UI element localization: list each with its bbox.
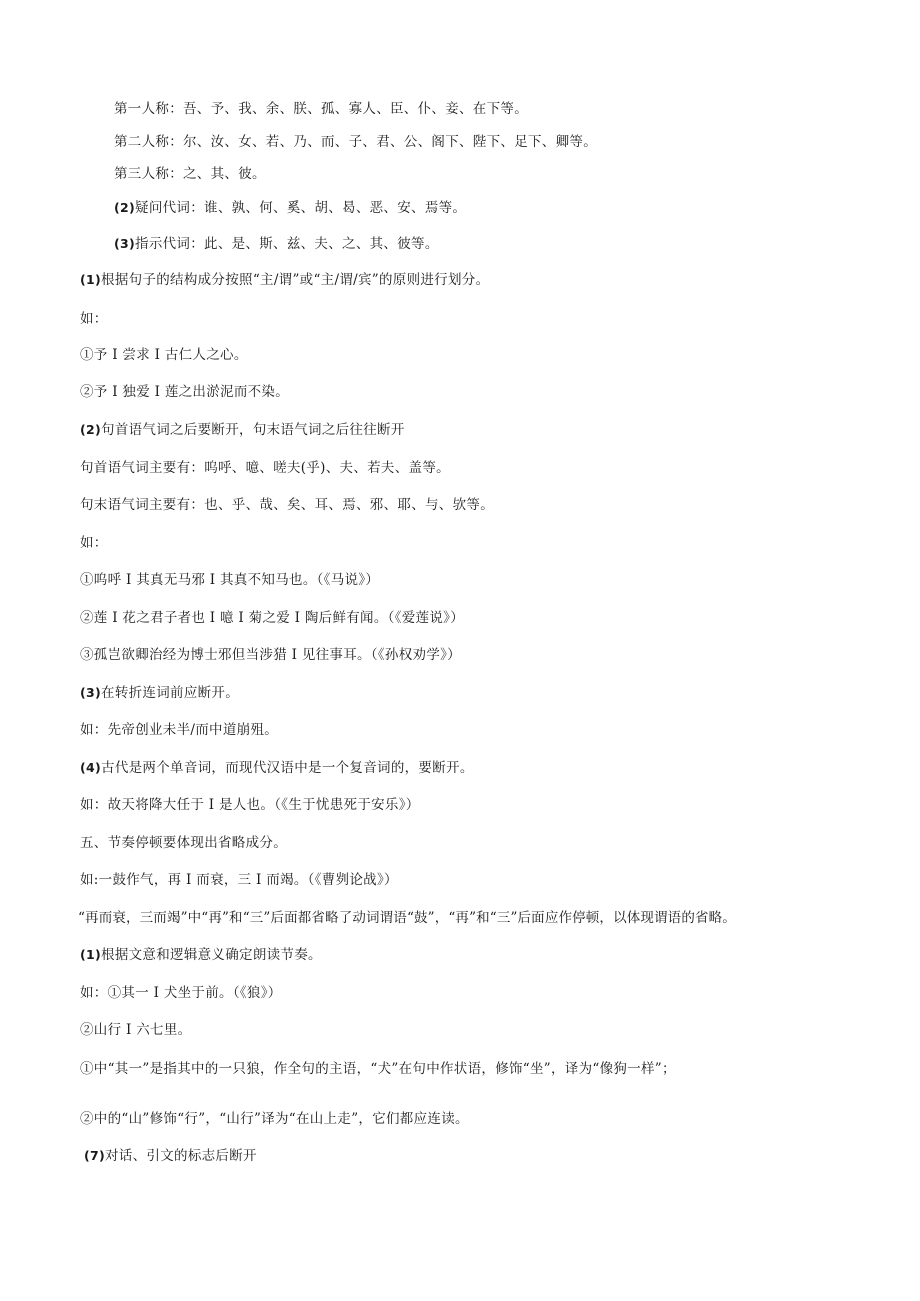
text-line: (2)疑问代词：谁、孰、何、奚、胡、曷、恶、安、焉等。 [114, 200, 467, 216]
text-line: ③孤岂欲卿治经为博士邪但当涉猎 I 见往事耳。（《孙权劝学》） [80, 647, 461, 663]
text-line: 如：①其一 I 犬坐于前。（《狼》） [80, 985, 282, 1001]
text-line: (4)古代是两个单音词，而现代汉语中是一个复音词的，要断开。 [80, 760, 474, 776]
text-line: 如：故天将降大任于 I 是人也。（《生于忧患死于安乐》） [80, 797, 420, 813]
text-line: ②中的“山”修饰“行”，“山行”译为“在山上走”，它们都应连读。 [80, 1111, 469, 1127]
item-number: (1) [80, 947, 102, 962]
text-line: 如： [80, 535, 108, 551]
text-line: 如：先帝创业未半/而中道崩殂。 [80, 722, 279, 738]
item-number: (2) [114, 200, 136, 215]
text-line: ①予 I 尝求 I 古仁人之心。 [80, 347, 248, 363]
item-number: (4) [80, 760, 102, 775]
text-line: 如： [80, 311, 108, 327]
text-line: 如:一鼓作气，再 I 而衰，三 I 而竭。（《曹刿论战》） [80, 872, 398, 888]
text-line: 第二人称：尔、汝、女、若、乃、而、子、君、公、阁下、陛下、足下、卿等。 [114, 134, 597, 150]
item-number: (7) [84, 1148, 106, 1163]
text-line: (3)在转折连词前应断开。 [80, 685, 240, 701]
text-line: ②莲 I 花之君子者也 I 噫 I 菊之爱 I 陶后鲜有闻。（《爱莲说》） [80, 610, 465, 626]
text-line: (1)根据文意和逻辑意义确定朗读节奏。 [80, 947, 322, 963]
item-number: (3) [114, 236, 136, 251]
text-line: (3)指示代词：此、是、斯、兹、夫、之、其、彼等。 [114, 236, 439, 252]
text-line: 句首语气词主要有：呜呼、噫、嗟夫(乎)、夫、若夫、盖等。 [80, 460, 450, 476]
text-line: (2)句首语气词之后要断开，句末语气词之后往往断开 [80, 422, 405, 438]
text-line: ②予 I 独爱 I 莲之出淤泥而不染。 [80, 384, 290, 400]
item-number: (1) [80, 272, 102, 287]
text-line: 五、节奏停顿要体现出省略成分。 [80, 835, 287, 851]
item-number: (2) [80, 422, 102, 437]
text-line: (1)根据句子的结构成分按照“主/谓”或“主/谓/宾”的原则进行划分。 [80, 272, 490, 288]
text-line: ②山行 I 六七里。 [80, 1022, 192, 1038]
text-line: ①呜呼 I 其真无马邪 I 其真不知马也。（《马说》） [80, 572, 380, 588]
item-number: (3) [80, 685, 102, 700]
text-line: ①中“其一”是指其中的一只狼，作全句的主语，“犬”在句中作状语，修饰“坐”，译为“像狗一样”； [80, 1061, 676, 1077]
text-line: 第一人称：吾、予、我、余、朕、孤、寡人、臣、仆、妾、在下等。 [114, 101, 528, 117]
text-line: (7)对话、引文的标志后断开 [84, 1148, 257, 1164]
text-line: 第三人称：之、其、彼。 [114, 166, 266, 182]
text-line: 句末语气词主要有：也、乎、哉、矣、耳、焉、邪、耶、与、欤等。 [80, 497, 494, 513]
text-line: “再而衰，三而竭”中“再”和“三”后面都省略了动词谓语“鼓”，“再”和“三”后面应作停顿，以体现谓语的省略。 [78, 910, 736, 926]
